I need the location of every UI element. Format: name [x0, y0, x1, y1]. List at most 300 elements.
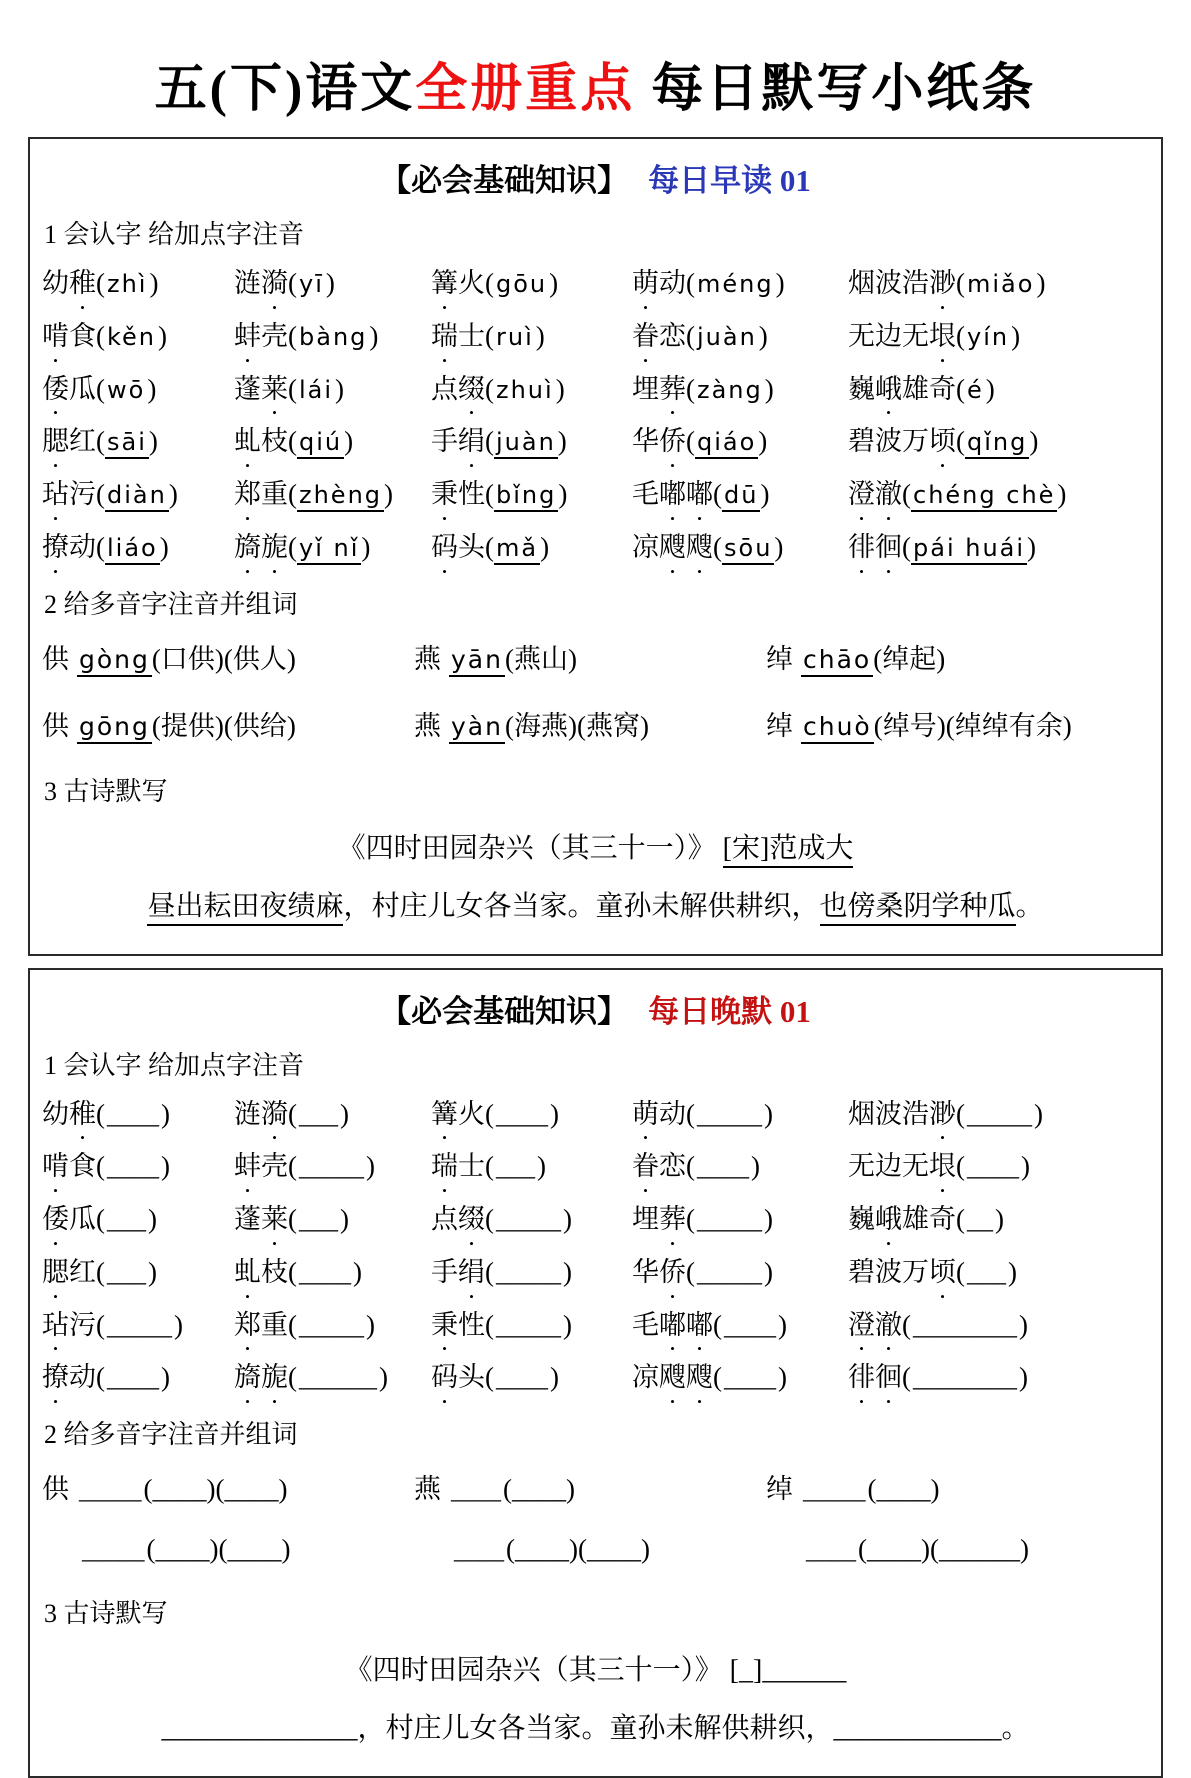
dotted-character: 稚: [69, 1098, 96, 1132]
polyphone-row: [42, 1534, 1149, 1565]
word-text: [632, 374, 686, 404]
pinyin-annotation: kěn: [105, 323, 158, 351]
word-entry: 澄澈(________): [848, 1309, 1149, 1343]
polyphone-character: 供: [42, 1474, 69, 1504]
pinyin-annotation: yī: [297, 270, 326, 298]
word-blanks: (____)(____): [144, 1474, 288, 1504]
word-text: [431, 1151, 485, 1181]
dotted-character: 嘟: [686, 478, 713, 512]
word-entry: 虬枝(qiú): [234, 425, 431, 459]
pinyin-annotation: gòng: [77, 645, 152, 677]
character: 无: [848, 320, 875, 354]
dotted-character: 旖: [234, 531, 261, 565]
word-entry: 腮红(___): [42, 1256, 234, 1290]
character: 食: [69, 1150, 96, 1184]
character: 食: [69, 320, 96, 354]
answer-blank: __: [965, 1205, 995, 1234]
character: 污: [69, 1309, 96, 1343]
answer-blank: _____: [105, 1311, 174, 1340]
word-text: [431, 1204, 485, 1234]
dotted-character: 倭: [42, 1203, 69, 1237]
character: 烟: [848, 1098, 875, 1132]
page-title: [0, 46, 1191, 121]
dotted-character: 澈: [875, 478, 902, 512]
text-segment: 《四时田园杂兴（其三十一）》: [338, 833, 723, 864]
word-text: [234, 1362, 288, 1392]
character: 华: [632, 425, 659, 459]
polyphone-character: 供: [42, 644, 69, 674]
dotted-character: 徊: [875, 1361, 902, 1395]
character: 瓜: [69, 1203, 96, 1237]
pinyin-annotation: zàng: [695, 376, 765, 404]
character: 碧: [848, 425, 875, 459]
dotted-character: 缀: [458, 373, 485, 407]
word-row: [42, 1098, 1149, 1132]
word-entry: 幼稚(____): [42, 1098, 234, 1132]
word-entry: 倭瓜(___): [42, 1203, 234, 1237]
word-text: [848, 1204, 956, 1234]
dotted-character: 澈: [875, 1309, 902, 1343]
word-entry: 徘徊(________): [848, 1361, 1149, 1395]
dotted-character: 玷: [42, 1309, 69, 1343]
character: 埋: [632, 373, 659, 407]
word-entry: 玷污(diàn): [42, 478, 234, 512]
word-row: [42, 425, 1149, 459]
dotted-character: 澄: [848, 1309, 875, 1343]
dotted-character: 码: [431, 1361, 458, 1395]
character: 涟: [234, 267, 261, 301]
word-text: [234, 268, 288, 298]
character: 无: [848, 1150, 875, 1184]
polyphone-entry: [414, 637, 766, 676]
character: 波: [875, 1098, 902, 1132]
dotted-character: 漪: [261, 1098, 288, 1132]
part3-label: 3 古诗默写: [44, 771, 1147, 808]
word-text: [42, 1310, 96, 1340]
word-entry: 撩动(liáo): [42, 531, 234, 565]
dotted-character: 渺: [929, 1098, 956, 1132]
character: 性: [458, 1309, 485, 1343]
word-text: [632, 1310, 713, 1340]
word-entry: 旖旎(yǐ nǐ): [234, 531, 431, 565]
character: 头: [458, 531, 485, 565]
word-blanks: (____)(______): [858, 1534, 1029, 1564]
dotted-character: 葬: [659, 1203, 686, 1237]
word-text: [431, 426, 485, 456]
word-text: [848, 1099, 956, 1129]
word-text: [234, 1151, 288, 1181]
character: 华: [632, 1256, 659, 1290]
text-segment: ，村庄儿女各当家。童孙未解供耕织，: [343, 891, 819, 922]
word-entry: 碧波万顷(qǐng): [848, 425, 1149, 459]
answer-blank: ___: [297, 1205, 340, 1234]
word-entry: 眷恋(____): [632, 1150, 848, 1184]
pinyin-annotation: qǐng: [965, 428, 1029, 459]
dotted-character: 玷: [42, 478, 69, 512]
answer-blank: ____: [494, 1363, 550, 1392]
word-entry: 蓬莱(___): [234, 1203, 431, 1237]
dotted-character: 腮: [42, 1256, 69, 1290]
title-part-highlight: 全册重点: [415, 61, 635, 118]
text-segment: [_]: [730, 1655, 763, 1686]
dotted-character: 徊: [875, 531, 902, 565]
polyphone-character: 燕: [414, 644, 441, 674]
word-entry: 烟波浩渺(miǎo): [848, 267, 1149, 301]
pinyin-annotation: yān: [449, 645, 505, 677]
word-text: [431, 374, 485, 404]
pinyin-annotation: ruì: [494, 323, 536, 351]
character: 万: [902, 1256, 929, 1290]
dotted-character: 垠: [929, 1150, 956, 1184]
answer-blank: ___: [105, 1258, 148, 1287]
answer-blank: ____: [452, 1537, 506, 1564]
character: 污: [69, 478, 96, 512]
word-text: [632, 268, 686, 298]
pinyin-annotation: chéng chè: [911, 481, 1057, 512]
section-header-label: 【必会基础知识】: [380, 163, 628, 198]
dotted-character: 峨: [875, 1203, 902, 1237]
character: 雄: [902, 373, 929, 407]
polyphone-entry: [766, 1534, 1149, 1565]
word-text: [42, 268, 96, 298]
word-text: [632, 1257, 686, 1287]
answer-blank: _____: [494, 1311, 563, 1340]
word-entry: 啃食(kěn): [42, 320, 234, 354]
character: 动: [69, 1361, 96, 1395]
polyphone-entry: [42, 637, 414, 676]
dotted-character: 倭: [42, 373, 69, 407]
answer-blank: _____: [77, 1477, 144, 1504]
word-text: [42, 1257, 96, 1287]
word-text: [234, 321, 288, 351]
word-entry: 澄澈(chéng chè): [848, 478, 1149, 512]
answer-blank: ________: [911, 1363, 1019, 1392]
character: 性: [458, 478, 485, 512]
word-entry: 眷恋(juàn): [632, 320, 848, 354]
dotted-character: 漪: [261, 267, 288, 301]
polyphone-character: 绰: [766, 1474, 793, 1504]
title-part-2: 每日默写小纸条: [635, 61, 1036, 118]
character: 奇: [929, 1203, 956, 1237]
answer-blank: ___: [494, 1152, 537, 1181]
word-text: [848, 532, 902, 562]
pinyin-annotation: qiú: [297, 428, 344, 459]
word-row: [42, 1256, 1149, 1290]
word-text: [234, 1099, 288, 1129]
polyphone-entry: [766, 704, 1149, 743]
answer-blank: _____: [695, 1258, 764, 1287]
dotted-character: 徘: [848, 531, 875, 565]
dotted-character: 秉: [431, 1309, 458, 1343]
answer-blank: _____: [695, 1100, 764, 1129]
word-entry: 毛嘟嘟(____): [632, 1309, 848, 1343]
example-words: (提供)(供给): [152, 711, 296, 741]
pinyin-annotation: yín: [965, 323, 1011, 351]
word-entry: 无边无垠(____): [848, 1150, 1149, 1184]
word-pinyin-grid: [42, 267, 1149, 565]
dotted-character: 眷: [632, 1150, 659, 1184]
word-entry: 徘徊(pái huái): [848, 531, 1149, 565]
dotted-character: 萌: [632, 1098, 659, 1132]
word-text: [848, 1310, 902, 1340]
underlined-segment: 昼出耘田夜绩麻: [147, 891, 343, 926]
answer-blank: _____: [965, 1100, 1034, 1129]
word-text: [848, 1257, 956, 1287]
pinyin-annotation: zhì: [105, 270, 149, 298]
character: 凉: [632, 1361, 659, 1395]
word-entry: 腮红(sāi): [42, 425, 234, 459]
word-entry: 毛嘟嘟(dū): [632, 478, 848, 512]
dotted-character: 撩: [42, 531, 69, 565]
morning-section-header: [42, 155, 1149, 200]
polyphone-entry: [766, 1467, 1149, 1506]
word-entry: 埋葬(zàng): [632, 373, 848, 407]
character: 雄: [902, 1203, 929, 1237]
character: 蓬: [234, 1203, 261, 1237]
word-entry: 郑重(_____): [234, 1309, 431, 1343]
word-row: [42, 373, 1149, 407]
word-entry: 码头(mǎ): [431, 531, 632, 565]
word-text: [848, 268, 956, 298]
character: 士: [458, 1150, 485, 1184]
word-blanks: (____): [868, 1474, 940, 1504]
dotted-character: 飕: [659, 531, 686, 565]
evening-section: [28, 968, 1163, 1778]
answer-blank: _____: [801, 1477, 868, 1504]
dotted-character: 瑞: [431, 320, 458, 354]
dotted-character: 啃: [42, 1150, 69, 1184]
polyphone-character: 绰: [766, 644, 793, 674]
word-row: [42, 1203, 1149, 1237]
dotted-character: 绢: [458, 1256, 485, 1290]
part2-label: 2 给多音字注音并组词: [44, 1414, 1147, 1451]
word-entry: 蚌壳(bàng): [234, 320, 431, 354]
word-entry: 点缀(_____): [431, 1203, 632, 1237]
text-segment: ______________，村庄儿女各当家。童孙未解供耕织，____________。: [161, 1713, 1029, 1744]
part1-label: 1 会认字 给加点字注音: [44, 1045, 1147, 1082]
dotted-character: 徘: [848, 1361, 875, 1395]
word-text: [42, 1204, 96, 1234]
polyphone-entry: [42, 704, 414, 743]
title-part-1: 五(下)语文: [155, 61, 416, 118]
word-text: [42, 1151, 96, 1181]
answer-blank: _____: [494, 1205, 563, 1234]
character: 壳: [261, 1150, 288, 1184]
word-text: [431, 1310, 485, 1340]
word-entry: 萌动(_____): [632, 1098, 848, 1132]
pinyin-annotation: zhuì: [494, 376, 556, 404]
polyphone-block: [42, 637, 1149, 743]
word-text: [632, 532, 713, 562]
text-segment: 。: [1016, 891, 1044, 922]
answer-blank: _____: [297, 1152, 366, 1181]
word-text: [848, 479, 902, 509]
dotted-character: 旎: [261, 531, 288, 565]
character: 埋: [632, 1203, 659, 1237]
pinyin-annotation: miǎo: [965, 270, 1036, 298]
answer-blank: ____: [449, 1477, 503, 1504]
character: 浩: [902, 1098, 929, 1132]
dotted-character: 侨: [659, 425, 686, 459]
answer-blank: _____: [494, 1258, 563, 1287]
word-entry: 凉飕飕(sōu): [632, 531, 848, 565]
dotted-character: 澄: [848, 478, 875, 512]
word-entry: 碧波万顷(___): [848, 1256, 1149, 1290]
answer-blank: ___: [297, 1100, 340, 1129]
pinyin-annotation: yǐ nǐ: [297, 534, 361, 565]
word-entry: 手绢(_____): [431, 1256, 632, 1290]
example-words: (绰起): [873, 644, 945, 674]
pinyin-annotation: pái huái: [911, 534, 1027, 565]
text-segment: 《四时田园杂兴（其三十一）》: [345, 1655, 730, 1686]
word-text: [848, 1362, 902, 1392]
part3-label: 3 古诗默写: [44, 1593, 1147, 1630]
word-text: [431, 532, 485, 562]
word-text: [632, 1204, 686, 1234]
dotted-character: 飕: [659, 1361, 686, 1395]
character: 巍: [848, 373, 875, 407]
underlined-segment: 也傍桑阴学种瓜: [820, 891, 1016, 926]
word-entry: 瑞士(ruì): [431, 320, 632, 354]
dotted-character: 萌: [632, 267, 659, 301]
pinyin-annotation: dū: [722, 481, 760, 512]
word-entry: 倭瓜(wō): [42, 373, 234, 407]
answer-blank: ____: [105, 1363, 161, 1392]
answer-blank: ____: [965, 1152, 1021, 1181]
example-words: (绰号)(绰绰有余): [874, 711, 1072, 741]
dotted-character: 莱: [261, 373, 288, 407]
character: 碧: [848, 1256, 875, 1290]
character: 无: [902, 1150, 929, 1184]
word-row: [42, 478, 1149, 512]
word-text: [234, 374, 288, 404]
pinyin-annotation: sāi: [105, 428, 149, 459]
word-entry: 华侨(_____): [632, 1256, 848, 1290]
word-entry: 撩动(____): [42, 1361, 234, 1395]
word-text: [431, 1099, 485, 1129]
word-text: [234, 1204, 288, 1234]
dotted-character: 篝: [431, 1098, 458, 1132]
dotted-character: 眷: [632, 320, 659, 354]
pinyin-annotation: chāo: [801, 645, 873, 677]
word-text: [234, 1257, 288, 1287]
word-text: [632, 1151, 686, 1181]
pinyin-annotation: zhèng: [297, 481, 384, 512]
dotted-character: 蚌: [234, 320, 261, 354]
character: 瓜: [69, 373, 96, 407]
word-text: [42, 374, 96, 404]
word-entry: 虬枝(____): [234, 1256, 431, 1290]
word-entry: 蓬莱(lái): [234, 373, 431, 407]
word-entry: 蚌壳(_____): [234, 1150, 431, 1184]
word-text: [234, 532, 288, 562]
morning-section: [28, 137, 1163, 956]
word-entry: 凉飕飕(____): [632, 1361, 848, 1395]
dotted-character: 绢: [458, 425, 485, 459]
polyphone-character: 燕: [414, 1474, 441, 1504]
dotted-character: 葬: [659, 373, 686, 407]
word-text: [42, 532, 96, 562]
answer-blank: ____: [695, 1152, 751, 1181]
word-text: [431, 1257, 485, 1287]
word-entry: 码头(____): [431, 1361, 632, 1395]
dotted-character: 渺: [929, 267, 956, 301]
word-entry: 幼稚(zhì): [42, 267, 234, 301]
character: 重: [261, 478, 288, 512]
character: 重: [261, 1309, 288, 1343]
dotted-character: 蚌: [234, 1150, 261, 1184]
character: 边: [875, 320, 902, 354]
character: 头: [458, 1361, 485, 1395]
word-text: [234, 426, 288, 456]
answer-blank: ____: [804, 1537, 858, 1564]
pinyin-annotation: gōu: [494, 270, 549, 298]
word-text: [848, 1151, 956, 1181]
poem-title-line: [42, 1648, 1149, 1688]
word-entry: 烟波浩渺(_____): [848, 1098, 1149, 1132]
character: 火: [458, 267, 485, 301]
pinyin-annotation: chuò: [801, 712, 874, 744]
dotted-character: 飕: [686, 1361, 713, 1395]
answer-blank: ____: [722, 1311, 778, 1340]
pinyin-annotation: juàn: [494, 428, 558, 459]
word-entry: 无边无垠(yín): [848, 320, 1149, 354]
dotted-character: 峨: [875, 373, 902, 407]
word-blanks: (____): [503, 1474, 575, 1504]
answer-blank: _____: [695, 1205, 764, 1234]
character: 涟: [234, 1098, 261, 1132]
dotted-character: 撩: [42, 1361, 69, 1395]
part1-label: 1 会认字 给加点字注音: [44, 214, 1147, 251]
answer-blank: ____: [494, 1100, 550, 1129]
answer-blank: _____: [80, 1537, 147, 1564]
poem-title-line: [42, 826, 1149, 866]
word-entry: 玷污(_____): [42, 1309, 234, 1343]
character: 奇: [929, 373, 956, 407]
word-text: [42, 1362, 96, 1392]
answer-blank: _____: [297, 1311, 366, 1340]
underlined-segment: [宋]范成大: [723, 833, 854, 868]
pinyin-annotation: sōu: [722, 534, 774, 565]
word-row: [42, 531, 1149, 565]
dotted-character: 啃: [42, 320, 69, 354]
example-words: (燕山): [505, 644, 577, 674]
character: 枝: [261, 1256, 288, 1290]
polyphone-entry: [42, 1534, 414, 1565]
word-text: [42, 321, 96, 351]
pinyin-annotation: é: [965, 376, 986, 404]
evening-session-label: 每日晚默 01: [648, 994, 811, 1029]
dotted-character: 腮: [42, 425, 69, 459]
word-text: [632, 426, 686, 456]
polyphone-block: [42, 1467, 1149, 1565]
polyphone-row: [42, 1467, 1149, 1506]
character: 巍: [848, 1203, 875, 1237]
character: 幼: [42, 1098, 69, 1132]
polyphone-row: [42, 704, 1149, 743]
dotted-character: 嘟: [659, 478, 686, 512]
character: 动: [69, 531, 96, 565]
pinyin-annotation: méng: [695, 270, 776, 298]
character: 凉: [632, 531, 659, 565]
character: 毛: [632, 1309, 659, 1343]
word-blanks: (____)(____): [506, 1534, 650, 1564]
dotted-character: 垠: [929, 320, 956, 354]
word-text: [431, 268, 485, 298]
word-row: [42, 1309, 1149, 1343]
word-entry: 涟漪(___): [234, 1098, 431, 1132]
pinyin-annotation: yàn: [449, 712, 505, 744]
